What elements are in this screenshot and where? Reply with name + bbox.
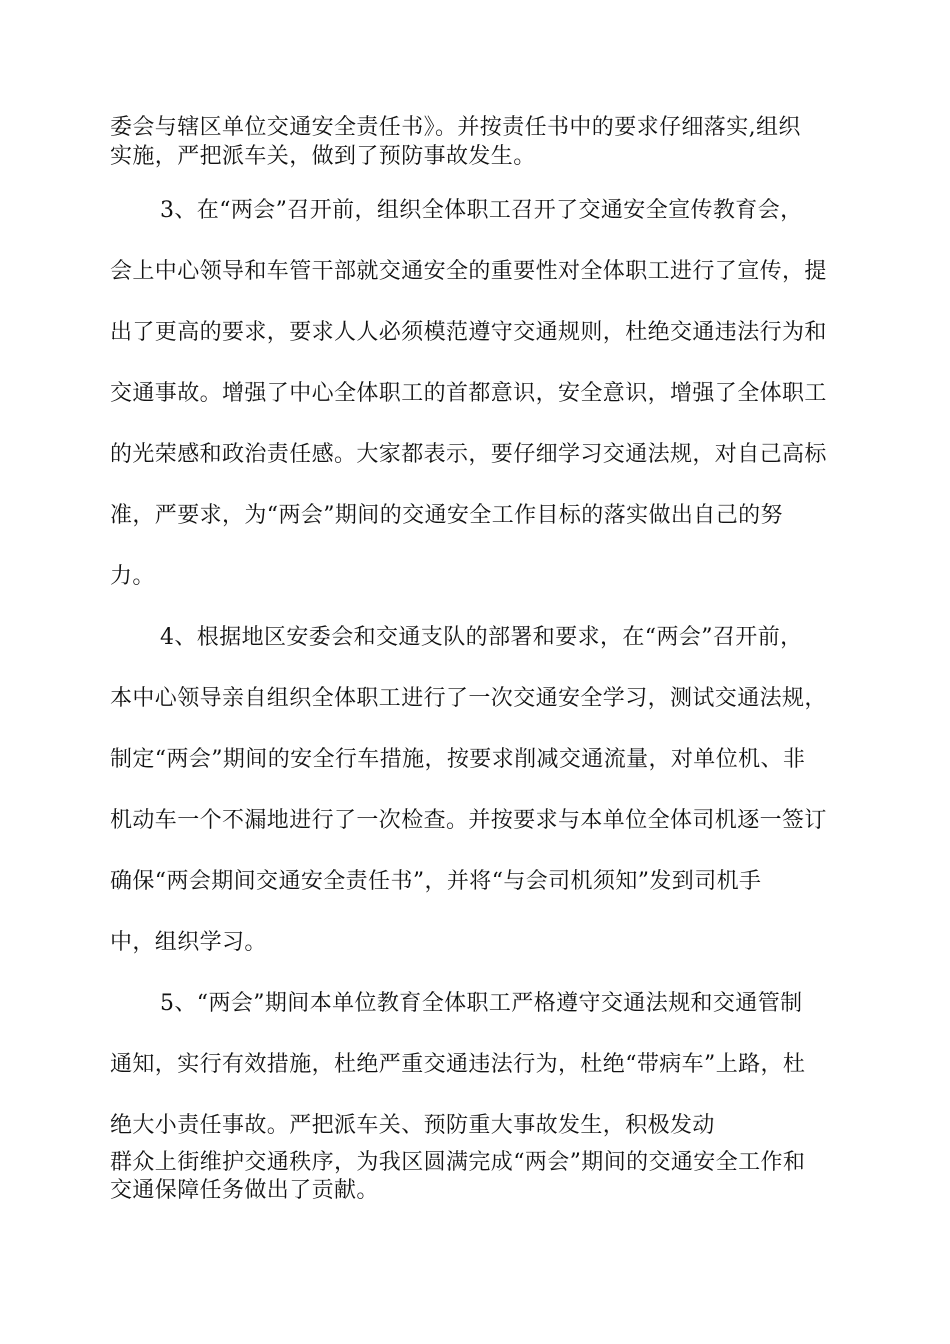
- text-line: 群众上街维护交通秩序，为我区圆满完成“两会”期间的交通安全工作和: [110, 1150, 806, 1175]
- text-line: 出了更高的要求，要求人人必须模范遵守交通规则，杜绝交通违法行为和: [110, 320, 827, 345]
- paragraph-5-start: 5、“两会”期间本单位教育全体职工严格遵守交通法规和交通管制: [160, 991, 803, 1016]
- text-line: 准，严要求，为“两会”期间的交通安全工作目标的落实做出自己的努: [110, 503, 783, 528]
- text-line: 委会与辖区单位交通安全责任书》。并按责任书中的要求仔细落实,组织: [110, 115, 801, 140]
- text-line: 会上中心领导和车管干部就交通安全的重要性对全体职工进行了宣传，提: [110, 259, 827, 284]
- text-line: 制定“两会”期间的安全行车措施，按要求削减交通流量，对单位机、非: [110, 747, 806, 772]
- text-line: 本中心领导亲自组织全体职工进行了一次交通安全学习，测试交通法规，: [110, 686, 827, 711]
- text-line: 力。: [110, 564, 155, 589]
- text-line: 交通事故。增强了中心全体职工的首都意识，安全意识，增强了全体职工: [110, 381, 827, 406]
- paragraph-4-start: 4、根据地区安委会和交通支队的部署和要求，在“两会”召开前，: [160, 625, 803, 650]
- text-line: 的光荣感和政治责任感。大家都表示，要仔细学习交通法规，对自己高标: [110, 442, 827, 467]
- text-line: 机动车一个不漏地进行了一次检查。并按要求与本单位全体司机逐一签订: [110, 808, 827, 833]
- text-line: 确保“两会期间交通安全责任书”，并将“与会司机须知”发到司机手: [110, 869, 762, 894]
- text-line: 交通保障任务做出了贡献。: [110, 1178, 379, 1203]
- paragraph-3-start: 3、在“两会”召开前，组织全体职工召开了交通安全宣传教育会，: [160, 198, 803, 223]
- text-line: 中，组织学习。: [110, 930, 267, 955]
- text-line: 实施，严把派车关，做到了预防事故发生。: [110, 144, 536, 169]
- text-line: 绝大小责任事故。严把派车关、预防重大事故发生，积极发动: [110, 1113, 715, 1138]
- text-line: 通知，实行有效措施，杜绝严重交通违法行为，杜绝“带病车”上路，杜: [110, 1052, 806, 1077]
